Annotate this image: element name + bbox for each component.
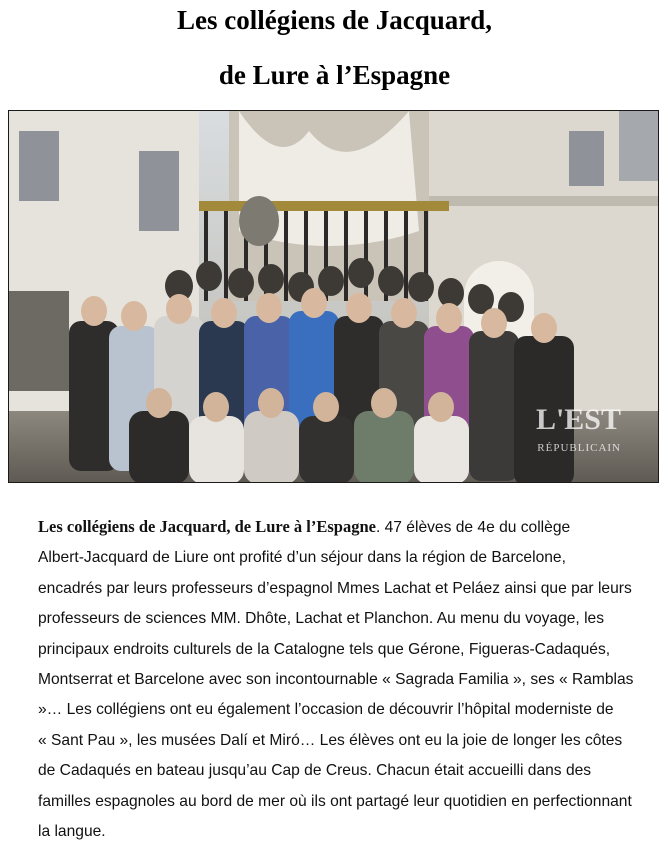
headline-line-2: de Lure à l’Espagne — [218, 60, 451, 90]
article-line-7: »… Les collégiens ont eu également l’occasion de découvrir l’hôpital moderniste de — [38, 701, 614, 719]
watermark-logo: L'EST — [535, 403, 621, 436]
article-line-9: de Cadaqués en bateau jusqu’au Cap de Creus. Chacun était accueilli dans des — [38, 762, 592, 780]
article-line-8: « Sant Pau », les musées Dalí et Miró… Les élèves ont eu la joie de longer les côtes — [38, 731, 623, 749]
article-line-3: encadrés par leurs professeurs d’espagnol Mmes Lachat et Peláez ainsi que par leurs — [38, 579, 632, 597]
article-lead: Les collégiens de Jacquard, de Lure à l’Espagne — [38, 517, 376, 536]
article-line-11: la langue. — [38, 823, 106, 841]
watermark-logo-sub: RÉPUBLICAIN — [537, 442, 621, 454]
article-line-5: principaux endroits culturels de la Catalogne tels que Gérone, Figueras-Cadaqués, — [38, 640, 611, 658]
headline-line-1: Les collégiens de Jacquard, — [177, 5, 492, 35]
article-line-1-text: . 47 élèves de 4e du collège — [375, 519, 571, 536]
article-line-6: Montserrat et Barcelone avec son incontournable « Sagrada Familia », ses « Ramblas — [38, 671, 634, 689]
article-body — [38, 512, 658, 847]
article-line-10: familles espagnoles au bord de mer où ils ont partagé leur quotidien en perfectionnant — [38, 792, 632, 810]
article-line-2: Albert-Jacquard de Liure ont profité d’un séjour dans la région de Barcelone, — [38, 549, 566, 567]
article-line-4: professeurs de sciences MM. Dhôte, Lachat et Planchon. Au menu du voyage, les — [38, 610, 605, 628]
group-photo — [8, 110, 659, 483]
article-line-1 — [38, 512, 658, 543]
